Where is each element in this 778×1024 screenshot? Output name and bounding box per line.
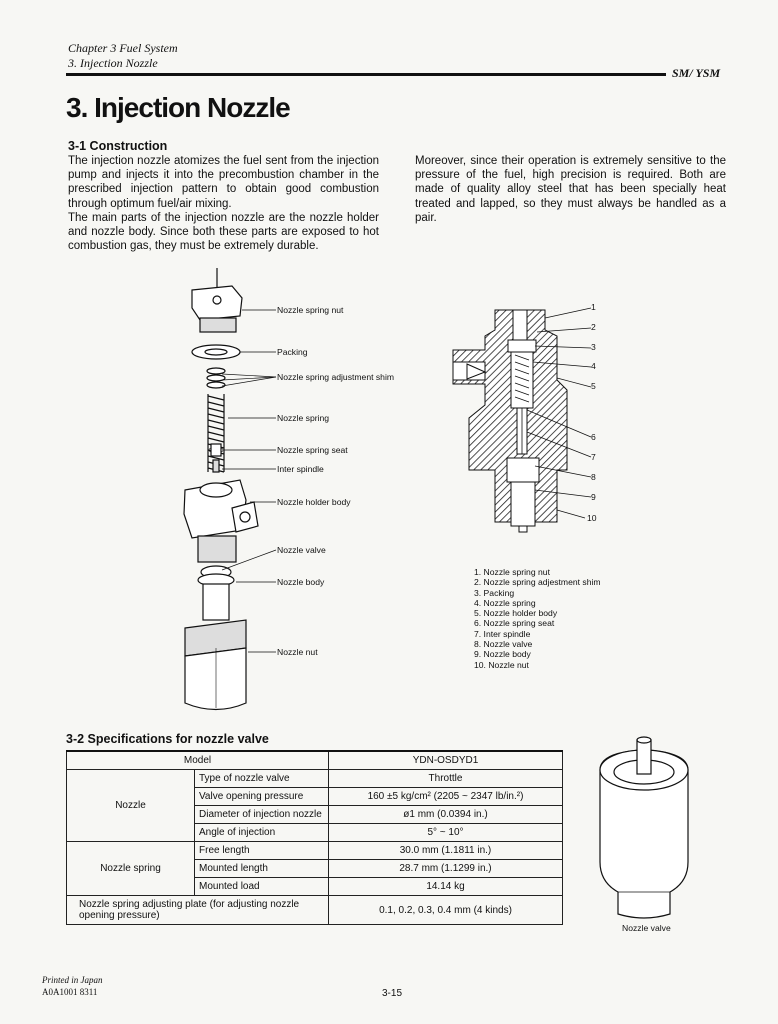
- construction-text-left: [68, 154, 379, 253]
- construction-para-2: The main parts of the injection nozzle are the nozzle holder and nozzle body. Since both these parts are exposed to hot combustion gas, they must be extremely durable.: [68, 211, 379, 253]
- label-nozzle-body: Nozzle body: [277, 577, 325, 587]
- spec-value: 5° ~ 10°: [329, 824, 563, 842]
- callout-7: 7: [591, 452, 596, 462]
- nozzle-valve-caption: Nozzle valve: [622, 923, 671, 933]
- callout-1: 1: [591, 302, 596, 312]
- spec-value: 28.7 mm (1.1299 in.): [329, 860, 563, 878]
- spec-item: Free length: [195, 842, 329, 860]
- spec-item: Angle of injection: [195, 824, 329, 842]
- label-nozzle-valve: Nozzle valve: [277, 545, 326, 555]
- spec-item: Valve opening pressure: [195, 788, 329, 806]
- top-bore: [513, 310, 527, 340]
- page-title: 3. Injection Nozzle: [66, 92, 290, 123]
- callout-8: 8: [591, 472, 596, 482]
- parts-key-item: 8. Nozzle valve: [474, 639, 533, 650]
- construction-text-right: Moreover, since their operation is extremely sensitive to the pressure of the fuel, high precision is required. Both are made of quality alloy steel that has been specially heat treated and lapped, so they must always be handled as a pair.: [415, 155, 726, 224]
- label-nozzle-nut: Nozzle nut: [277, 647, 318, 657]
- chapter-header: Chapter 3 Fuel System: [68, 41, 178, 55]
- label-nozzle-spring-nut: Nozzle spring nut: [277, 305, 344, 315]
- spec-item: Diameter of injection nozzle: [195, 806, 329, 824]
- printed-note: Printed in Japan: [42, 975, 103, 985]
- model-value: YDN-OSDYD1: [329, 751, 563, 770]
- page-number: 3-15: [382, 988, 403, 999]
- label-spring-seat: Nozzle spring seat: [277, 445, 348, 455]
- nozzle-group-label: Nozzle: [67, 770, 195, 842]
- parts-key-item: 3. Packing: [474, 587, 515, 598]
- spec-value: ø1 mm (0.0394 in.): [329, 806, 563, 824]
- cross-section-drawing: [445, 300, 605, 540]
- spec-value: 160 ±5 kg/cm² (2205 ~ 2347 lb/in.²): [329, 788, 563, 806]
- parts-key-item: 10. Nozzle nut: [474, 659, 529, 670]
- table-row: [67, 770, 563, 788]
- parts-key-item: 5. Nozzle holder body: [474, 608, 558, 619]
- label-nozzle-spring: Nozzle spring: [277, 413, 330, 423]
- callout-2: 2: [591, 322, 596, 332]
- table-row: [67, 896, 563, 925]
- plate-label: Nozzle spring adjusting plate (for adjusting nozzle opening pressure): [67, 896, 329, 925]
- callout-10: 10: [587, 513, 597, 523]
- doc-code: A0A1001 8311: [42, 987, 98, 997]
- callout-9: 9: [591, 492, 596, 502]
- spec-table: [66, 750, 563, 925]
- label-packing: Packing: [277, 347, 308, 357]
- nozzle-body-section: [507, 458, 539, 482]
- brand-label: SM/ YSM: [672, 66, 721, 80]
- nozzle-tip: [519, 526, 527, 532]
- parts-key-item: 9. Nozzle body: [474, 649, 531, 660]
- spring-group-label: Nozzle spring: [67, 842, 195, 896]
- callout-6: 6: [591, 432, 596, 442]
- callout-5: 5: [591, 381, 596, 391]
- spec-value: 14.14 kg: [329, 878, 563, 896]
- spec-value: 30.0 mm (1.1811 in.): [329, 842, 563, 860]
- spec-item: Mounted load: [195, 878, 329, 896]
- spec-item: Type of nozzle valve: [195, 770, 329, 788]
- parts-key-item: 6. Nozzle spring seat: [474, 618, 555, 629]
- packing-cavity: [508, 340, 536, 352]
- construction-heading: 3-1 Construction: [68, 139, 168, 153]
- table-row: [67, 751, 563, 770]
- header-rule: [66, 73, 666, 76]
- exploded-leader-lines: [200, 300, 280, 660]
- parts-key-item: 1. Nozzle spring nut: [474, 567, 550, 577]
- model-label: Model: [67, 751, 329, 770]
- nozzle-valve-needle: [637, 740, 651, 774]
- spec-heading: 3-2 Specifications for nozzle valve: [66, 732, 269, 746]
- construction-para-1: The injection nozzle atomizes the fuel sent from the injection pump and injects it into the precombustion chamber in the prescribed injection pattern to obtain good combustion through optimum fuel/air mixing.: [68, 155, 379, 210]
- callout-3: 3: [591, 342, 596, 352]
- parts-key-item: 4. Nozzle spring: [474, 597, 536, 608]
- label-holder-body: Nozzle holder body: [277, 497, 351, 507]
- table-row: [67, 842, 563, 860]
- plate-value: 0.1, 0.2, 0.3, 0.4 mm (4 kinds): [329, 896, 563, 925]
- nozzle-valve-drawing: [590, 732, 700, 922]
- callout-4: 4: [591, 361, 596, 371]
- label-inter-spindle: Inter spindle: [277, 464, 324, 474]
- spec-value: Throttle: [329, 770, 563, 788]
- parts-key-item: 7. Inter spindle: [474, 628, 531, 639]
- parts-key-item: 2. Nozzle spring adjestment shim: [474, 577, 601, 588]
- parts-key: [474, 567, 601, 670]
- section-header: 3. Injection Nozzle: [68, 56, 158, 70]
- spec-item: Mounted length: [195, 860, 329, 878]
- label-adjustment-shim: Nozzle spring adjustment shim: [277, 372, 395, 382]
